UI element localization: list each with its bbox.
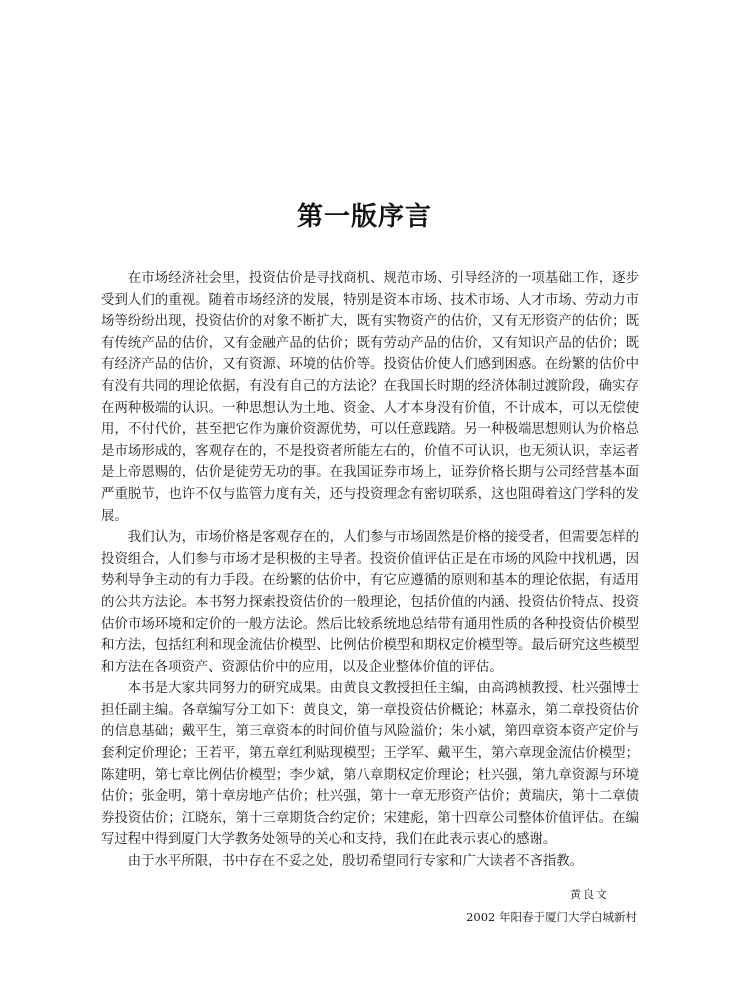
paragraph: 本书是大家共同努力的研究成果。由黄良文教授担任主编，由高鸿桢教授、杜兴强博士担任副主编。各章编写分工如下：黄良文，第一章投资估价概论；林嘉永，第二章投资估价的信息基础；戴平生，第三章资本的时间价值与风险溢价；朱小斌，第四章资本资产定价与套利定价理论；王若平，第五章红利贴现模型；王学军、戴平生，第六章现金流估价模型；陈建明，第七章比例估价模型；李少斌，第八章期权定价理论；杜兴强，第九章资源与环境估价；张金明，第十章房地产估价；杜兴强，第十一章无形资产估价；黄瑞庆，第十二章债券投资估价；江晓东，第十三章期货合约定价；宋建彪，第十四章公司整体价值评估。在编写过程中得到厦门大学教务处领导的关心和支持，我们在此表示衷心的感谢。: [101, 681, 639, 848]
paragraph: 我们认为，市场价格是客观存在的，人们参与市场固然是价格的接受者，但需要怎样的投资组合，人们参与市场才是积极的主导者。投资价值评估正是在市场的风险中找机遇，因势利导争主动的有力手段。在纷繁的估价中，有它应遵循的原则和基本的理论依据，有适用的公共方法论。本书努力探索投资估价的一般理论，包括价值的内涵、投资估价特点、投资估价市场环境和定价的一般方法论。然后比较系统地总结带有通用性质的各种投资估价模型和方法，包括红利和现金流估价模型、比例估价模型和期权定价模型等。最后研究这些模型和方法在各项资产、资源估价中的应用，以及企业整体价值的评估。: [101, 530, 639, 675]
author-signature: 黄良文: [570, 888, 609, 901]
preface-body: [101, 268, 639, 873]
signature-date-place: 2002 年阳春于厦门大学白城新村: [466, 910, 637, 924]
paragraph: 由于水平所限，书中存在不妥之处，殷切希望同行专家和广大读者不吝指教。: [127, 854, 584, 870]
paragraph: 在市场经济社会里，投资估价是寻找商机、规范市场、引导经济的一项基础工作，逐步受到人们的重视。随着市场经济的发展，特别是资本市场、技术市场、人才市场、劳动力市场等纷纷出现，投资估价的对象不断扩大，既有实物资产的估价，又有无形资产的估价；既有传统产品的估价，又有金融产品的估价；既有劳动产品的估价，又有知识产品的估价；既有经济产品的估价，又有资源、环境的估价等。投资估价使人们感到困惑。在纷繁的估价中有没有共同的理论依据，有没有自己的方法论？在我国长时期的经济体制过渡阶段，确实存在两种极端的认识。一种思想认为土地、资金、人才本身没有价值，不计成本，可以无偿使用，不付代价，甚至把它作为廉价资源优势，可以任意践踏。另一种极端思想则认为价格总是市场形成的，客观存在的，不是投资者所能左右的，价值不可认识，也无须认识，幸运者是上帝恩赐的，估价是徒劳无功的事。在我国证券市场上，证券价格长期与公司经营基本面严重脱节，也许不仅与监管力度有关，还与投资理念有密切联系，这也阻碍着这门学科的发展。: [101, 271, 639, 524]
page-title: 第一版序言: [296, 202, 432, 232]
